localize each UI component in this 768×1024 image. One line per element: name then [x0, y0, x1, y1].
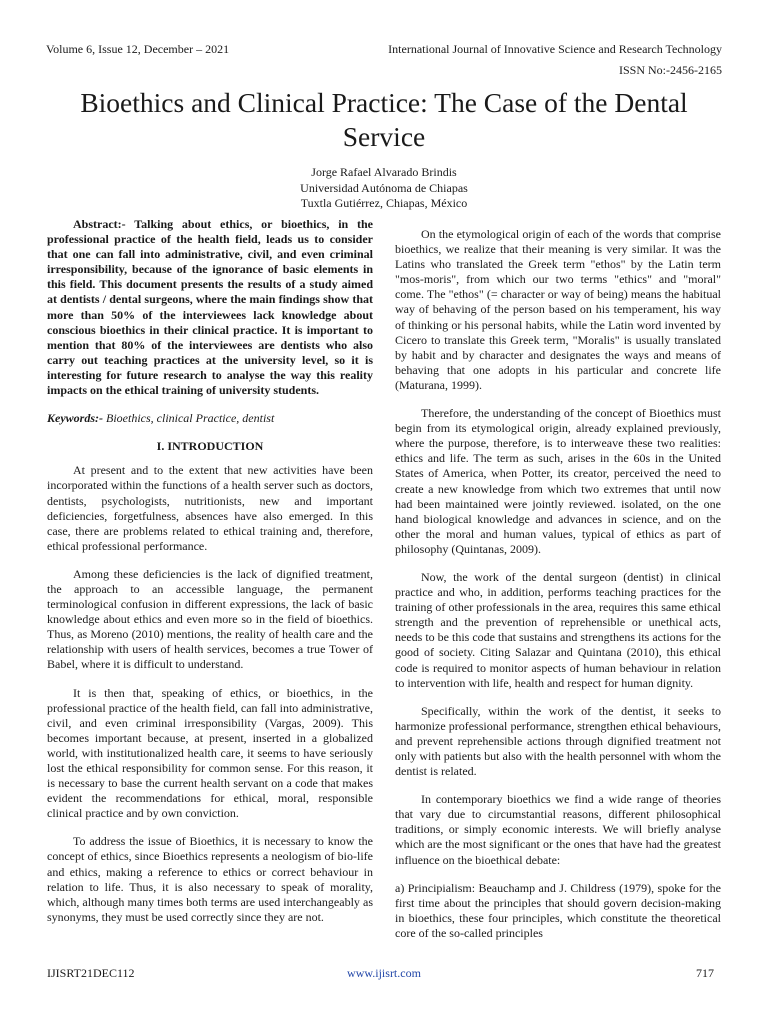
paragraph: On the etymological origin of each of the words that comprise bioethics, we realize that their meaning is very similar. It was the Latins who translated the Greek term "ethos" by the Latin term "mos-moris", from which our two terms "ethics" and "moral" come. The "ethos" (= character or way of being) means the habitual way of behaving of the person based on his temperament, his way of thinking or his personal habits, while the Latin word invented by Cicero to translate this Greek term, "Moralis" is usually translated by habit and by character and designates the ways and means of behaving that one adopts in his particular and concrete life (Maturana, 1999).	[395, 227, 721, 392]
paragraph: Now, the work of the dental surgeon (dentist) in clinical practice and who, in addition, performs teaching practices for the training of other professionals in the area, requires this same ethical strength and the prevention of reprehensible or unethical acts, needs to be this code that sustains and strengthens its actions for the good of society. Citing Salazar and Quintana (2010), this ethical code is required to monitor aspects of human behaviour in relation to intervention with life, health and respect for human dignity.	[395, 569, 721, 690]
volume-info: Volume 6, Issue 12, December – 2021	[46, 42, 230, 56]
author-affiliation: Universidad Autónoma de Chiapas	[300, 180, 468, 195]
author-location: Tuxtla Gutiérrez, Chiapas, México	[300, 196, 468, 210]
paper-code: IJISRT21DEC112	[47, 966, 135, 980]
right-column	[395, 227, 721, 954]
author-name: Jorge Rafael Alvarado Brindis	[311, 165, 457, 179]
paper-title: Bioethics and Clinical Practice: The Case of the Dental Service	[80, 87, 688, 152]
journal-name: International Journal of Innovative Science and Research Technology	[388, 42, 722, 56]
paragraph: To address the issue of Bioethics, it is necessary to know the concept of ethics, since Bioethics represents a neologism of bio-life and ethics, making a reference to ethics or correct behaviour in relation to life. Thus, it is also necessary to speak of morality, which, although many times both terms are used interchangeably as synonyms, they must be used correctly since they are not.	[47, 834, 373, 924]
paragraph: In contemporary bioethics we find a wide range of theories that vary due to circumstantial reasons, different philosophical traditions, or simply economic interests. We will briefly analyse which are the most significant or the ones that have had the greatest influence on the bioethical debate:	[395, 792, 721, 867]
abstract: Abstract:- Talking about ethics, or bioethics, in the professional practice of the health field, leads us to consider that one can fall into administrative, civil, and even criminal irresponsibility, because of the ignorance of basic elements in this field. This document presents the results of a study aimed at dentists / dental surgeons, where the main findings show that more than 50% of the interviewees lack knowledge about conscious bioethics in their clinical practice. It is important to mention that 80% of the interviewees are dentists who also carry out teaching practices at the university level, so it is interesting for future research to analyse the way this reality impacts on the ethical training of university students.	[47, 217, 373, 398]
keywords-text: Bioethics, clinical Practice, dentist	[106, 411, 275, 426]
author-block	[0, 165, 768, 212]
paragraph: At present and to the extent that new activities have been incorporated within the functions of a health server such as doctors, dentists, psychologists, nutritionists, new and important deficiencies, forgetfulness, absences have also emerged. In this case, there are problems related to ethical training and, therefore, ethical professional performance.	[47, 463, 373, 553]
paragraph: It is then that, speaking of ethics, or bioethics, in the professional practice of the health field, can fall into administrative, civil, and even criminal irresponsibility (Vargas, 2009). This becomes important because, at present, inserted in a globalized world, with institutionalized health care, it seems to have seriously lost the ethical responsibility for common sense. For this reason, it is necessary to base the current health servant on a code that makes evident the recommendations for ethical, moral, responsible clinical practice and by own conviction.	[47, 685, 373, 821]
paragraph: Specifically, within the work of the dentist, it seeks to harmonize professional performance, strengthen ethical behaviours, and prevent reprehensible actions through dignified treatment not only with patients but also with the health personnel with whom the dentist is related.	[395, 703, 721, 779]
journal-url-link[interactable]: www.ijisrt.com	[347, 966, 421, 980]
keywords	[47, 411, 373, 426]
left-column	[47, 217, 373, 938]
issn: ISSN No:-2456-2165	[618, 63, 722, 77]
paragraph: Therefore, the understanding of the concept of Bioethics must begin from its etymological origin, already explained previously, where the purpose, therefore, is to interweave these two realities: ethics and life. The term as such, arises in the 60s in the United States of America, when Potter, its creator, perceived the need to create a new knowledge from which two extremes that until now had been maintained were jointly reviewed. isolated, on the one hand biological knowledge and advances in science, and on the other the moral and human values, typical of ethics as part of philosophy (Quintanas, 2009).	[395, 406, 721, 556]
paragraph: Among these deficiencies is the lack of dignified treatment, the approach to an accessible language, the permanent terminological confusion in different expressions, the lack of basic knowledge about ethics and even more so in the field of bioethics. Thus, as Moreno (2010) mentions, the reality of health care and the relationship with users of health services, becomes a true Tower of Babel, where it is difficult to understand.	[47, 566, 373, 672]
paragraph: a) Principialism: Beauchamp and J. Childress (1979), spoke for the first time about the principles that should govern decision-making in bioethics, these four principles, which constitute the theoretical core of the so-called principles	[395, 880, 721, 940]
keywords-label: Keywords:-	[47, 411, 103, 426]
page-number: 717	[696, 966, 714, 980]
section-heading: I. INTRODUCTION	[156, 439, 264, 454]
